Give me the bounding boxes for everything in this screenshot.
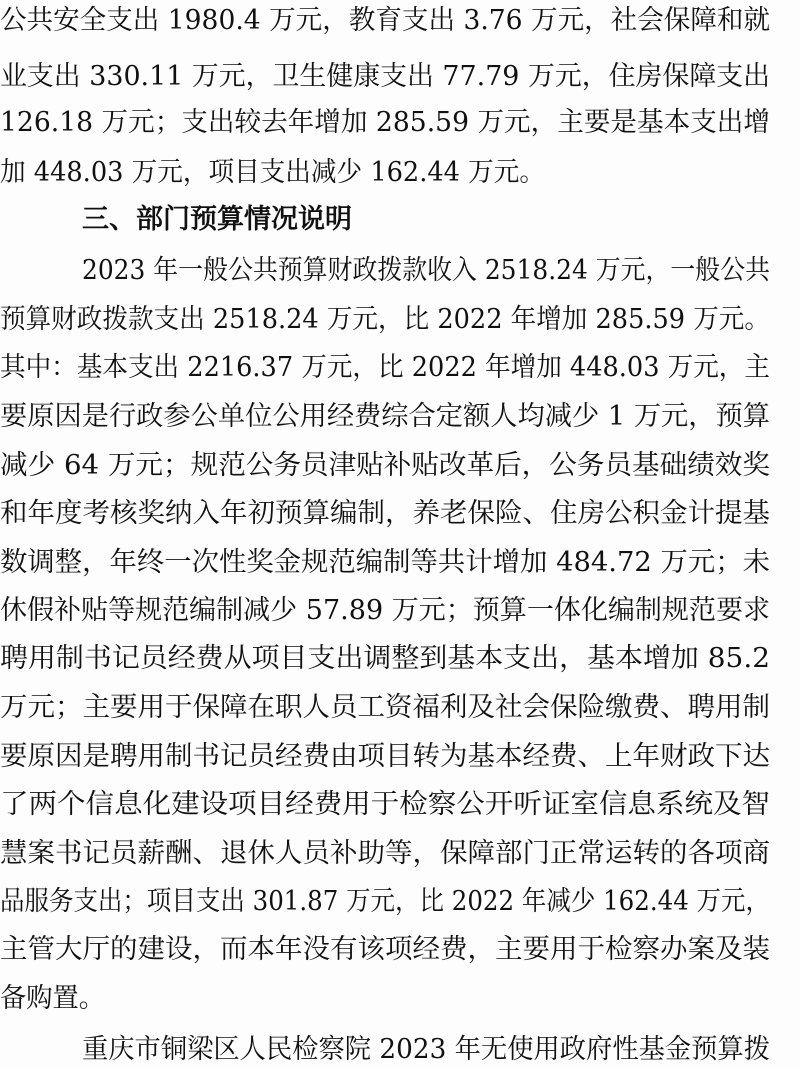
paragraph-2-line-11: 要原因是聘用制书记员经费由项目转为基本经费、上年财政下达 — [0, 741, 771, 772]
paragraph-2-line-16: 备购置。 — [0, 983, 105, 1014]
section-heading: 三、部门预算情况说明 — [82, 204, 352, 235]
paragraph-2-line-8: 休假补贴等规范编制减少 57.89 万元；预算一体化编制规范要求 — [0, 595, 771, 626]
paragraph-2-line-15: 主管大厅的建设，而本年没有该项经费，主要用于检察办案及装 — [0, 934, 771, 965]
paragraph-2-line-4: 要原因是行政参公单位公用经费综合定额人均减少 1 万元，预算 — [0, 401, 770, 432]
paragraph-1-line-3: 126.18 万元；支出较去年增加 285.59 万元，主要是基本支出增 — [0, 107, 770, 138]
paragraph-2-line-1: 2023 年一般公共预算财政拨款收入 2518.24 万元，一般公共 — [82, 255, 770, 286]
paragraph-2-line-3: 其中：基本支出 2216.37 万元，比 2022 年增加 448.03 万元，主 — [0, 352, 770, 383]
paragraph-1-line-1: 公共安全支出 1980.4 万元，教育支出 3.76 万元，社会保障和就 — [0, 5, 770, 36]
paragraph-2-line-10: 万元；主要用于保障在职人员工资福利及社会保险缴费、聘用制 — [0, 692, 771, 723]
paragraph-1-line-4: 加 448.03 万元，项目支出减少 162.44 万元。 — [0, 157, 545, 188]
paragraph-1-line-2: 业支出 330.11 万元，卫生健康支出 77.79 万元，住房保障支出 — [0, 61, 770, 92]
paragraph-3-line-1: 重庆市铜梁区人民检察院 2023 年无使用政府性基金预算拨 — [82, 1034, 770, 1065]
paragraph-2-line-6: 和年度考核奖纳入年初预算编制，养老保险、住房公积金计提基 — [0, 498, 771, 529]
paragraph-2-line-2: 预算财政拨款支出 2518.24 万元，比 2022 年增加 285.59 万元。 — [0, 304, 770, 335]
paragraph-2-line-5: 减少 64 万元；规范公务员津贴补贴改革后，公务员基础绩效奖 — [0, 450, 771, 481]
paragraph-2-line-9: 聘用制书记员经费从项目支出调整到基本支出，基本增加 85.2 — [0, 643, 770, 674]
paragraph-2-line-12: 了两个信息化建设项目经费用于检察公开听证室信息系统及智 — [0, 789, 770, 820]
paragraph-2-line-7: 数调整，年终一次性奖金规范编制等共计增加 484.72 万元；未 — [0, 547, 770, 578]
paragraph-2-line-14: 品服务支出；项目支出 301.87 万元，比 2022 年减少 162.44 万元， — [0, 886, 770, 917]
paragraph-2-line-13: 慧案书记员薪酬、退休人员补助等，保障部门正常运转的各项商 — [0, 838, 771, 869]
